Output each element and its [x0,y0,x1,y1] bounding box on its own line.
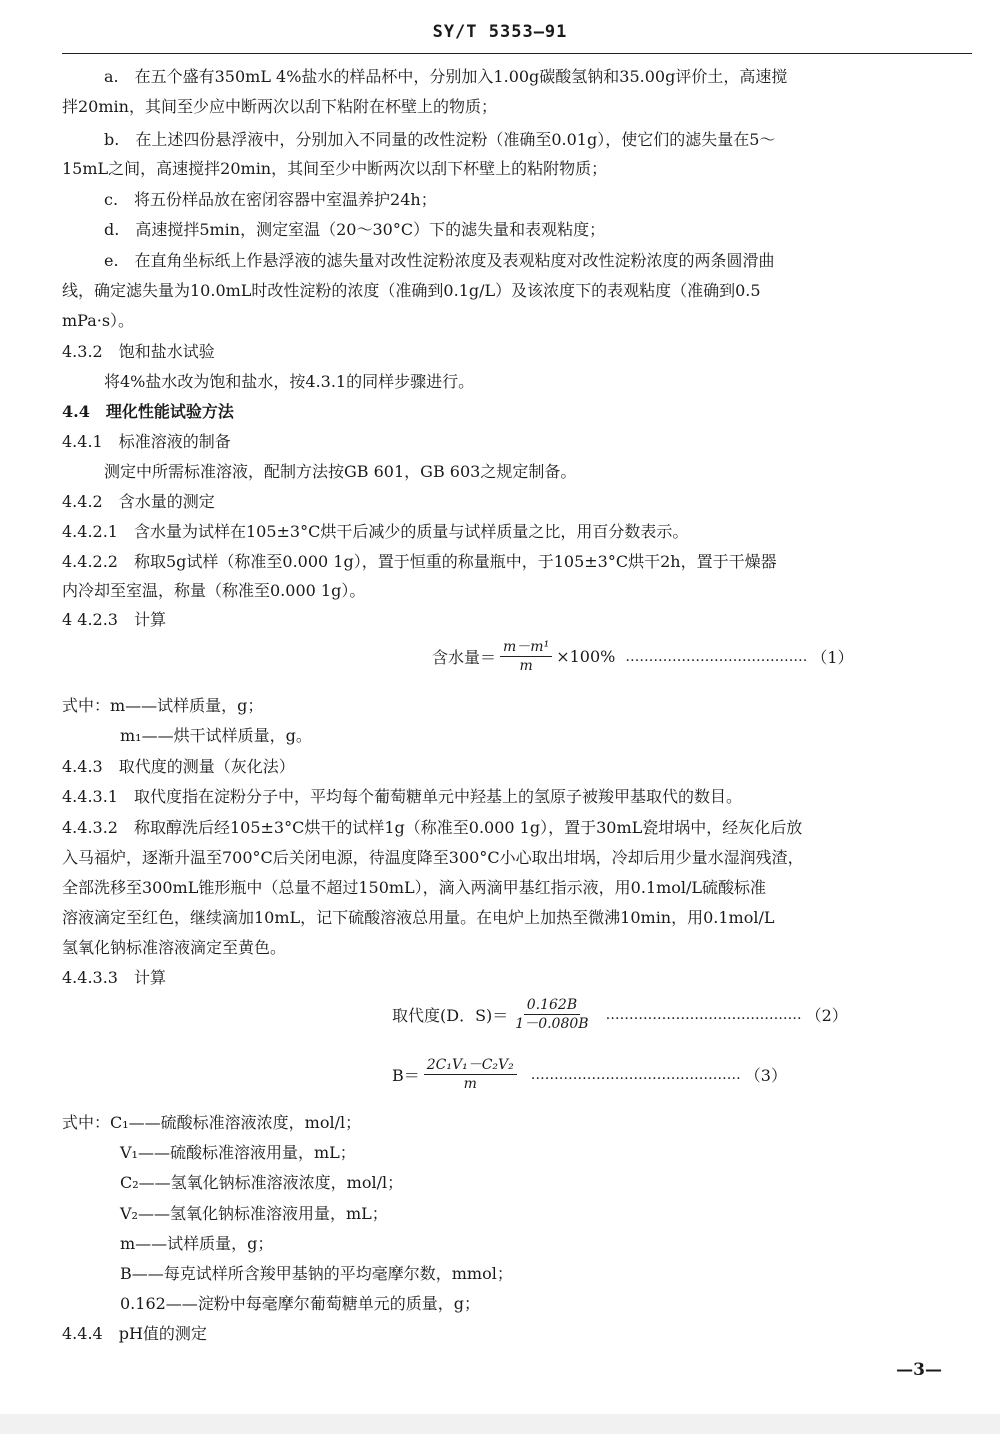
text-line: m₁——烘干试样质量，g。 [120,726,312,745]
text-line: 拌20min，其间至少应中断两次以刮下粘附在杯壁上的物质； [62,97,497,116]
text-line: V₂——氢氧化钠标准溶液用量，mL； [120,1204,388,1223]
text-line: e. 在直角坐标纸上作悬浮液的滤失量对改性淀粉浓度及表观粘度对改性淀粉浓度的两条圆滑曲 [104,251,775,270]
text-line: d. 高速搅拌5min，测定室温（20～30°C）下的滤失量和表观粘度； [104,220,606,239]
text-line: 4.4.2.1 含水量为试样在105±3°C烘干后减少的质量与试样质量之比，用百分数表示。 [62,522,689,541]
formula-3-denominator: m [463,1076,477,1092]
formula-3-fraction [424,1056,517,1093]
formula-1-denominator: m [519,658,533,674]
text-line: 4.4.3 取代度的测量（灰化法） [62,757,295,776]
text-line: 全部洗移至300mL锥形瓶中（总量不超过150mL），滴入两滴甲基红指示液，用0.1mol/L硫酸标准 [62,878,767,897]
standard-number-header: SY/T 5353—91 [432,22,568,42]
text-line: b. 在上述四份悬浮液中，分别加入不同量的改性淀粉（准确至0.01g），使它们的滤失量在5～ [104,130,776,149]
formula-1-fraction [500,638,552,675]
formula-1-rhs: ×100% [556,647,616,666]
formula-1-leader-dots: ………………………………… [625,648,808,665]
text-line: 测定中所需标准溶液，配制方法按GB 601，GB 603之规定制备。 [104,462,577,481]
formula-1 [432,638,854,675]
formula-3-lhs: B＝ [392,1066,420,1085]
formula-1-number: （1） [811,648,854,667]
formula-2-number: （2） [805,1006,848,1025]
text-line: 0.162——淀粉中每毫摩尔葡萄糖单元的质量，g； [120,1294,481,1313]
formula-2-lhs: 取代度(D．S)＝ [392,1006,509,1025]
text-line: 氢氧化钠标准溶液滴定至黄色。 [62,938,287,957]
text-line: 4.3.2 饱和盐水试验 [62,342,215,361]
text-line: c. 将五份样品放在密闭容器中室温养护24h； [104,190,437,209]
text-line: a. 在五个盛有350mL 4%盐水的样品杯中，分别加入1.00g碳酸氢钠和35.00g评价土，高速搅 [104,67,788,86]
formula-2-numerator: 0.162B [524,996,580,1015]
formula-3-numerator: 2C₁V₁－C₂V₂ [424,1056,517,1075]
formula-1-numerator: m－m¹ [500,638,552,657]
header-rule [62,53,972,54]
text-line: 15mL之间，高速搅拌20min，其间至少中断两次以刮下杯壁上的粘附物质； [62,159,608,178]
text-line: m——试样质量，g； [120,1234,274,1253]
formula-2-fraction [512,996,591,1033]
formula-3-number: （3） [744,1066,787,1085]
text-line: 式中：m——试样质量，g； [62,696,264,715]
formula-3-leader-dots: ……………………………………… [530,1066,741,1083]
text-line: C₂——氢氧化钠标准溶液浓度，mol/l； [120,1173,404,1192]
text-line: 4.4.2.2 称取5g试样（称准至0.000 1g），置于恒重的称量瓶中，于105±3°C烘干2h，置于干燥器 [62,552,777,571]
text-line: 式中：C₁——硫酸标准溶液浓度，mol/l； [62,1113,362,1132]
text-line: 4.4.3.2 称取醇洗后经105±3°C烘干的试样1g（称准至0.000 1g），置于30mL瓷坩埚中，经灰化后放 [62,818,803,837]
formula-2-denominator: 1－0.080B [515,1016,589,1032]
text-line: 溶液滴定至红色，继续滴加10mL，记下硫酸溶液总用量。在电炉上加热至微沸10min，用0.1mol/L [62,908,775,927]
text-line: mPa·s）。 [62,311,135,330]
formula-3 [392,1056,787,1093]
formula-1-lhs: 含水量＝ [432,648,497,667]
viewer-bottom-bar [0,1414,1000,1434]
text-line: 4.4 理化性能试验方法 [62,402,234,421]
text-line: 4.4.3.1 取代度指在淀粉分子中，平均每个葡萄糖单元中羟基上的氢原子被羧甲基取代的数目。 [62,787,742,806]
text-line: 4.4.2 含水量的测定 [62,492,215,511]
text-line: V₁——硫酸标准溶液用量，mL； [120,1143,356,1162]
page-number: —3— [896,1360,942,1380]
text-line: 4.4.4 pH值的测定 [62,1324,207,1343]
text-line: 4.4.1 标准溶液的制备 [62,432,231,451]
text-line: 将4%盐水改为饱和盐水，按4.3.1的同样步骤进行。 [104,372,475,391]
formula-2 [392,996,848,1033]
text-line: 4 4.2.3 计算 [62,610,166,629]
formula-2-leader-dots: …………………………………… [605,1006,802,1023]
text-line: 4.4.3.3 计算 [62,968,166,987]
text-line: 内冷却至室温，称量（称准至0.000 1g）。 [62,581,366,600]
text-line: 入马福炉，逐渐升温至700°C后关闭电源，待温度降至300°C小心取出坩埚，冷却后用少量水湿润残渣， [62,848,804,867]
text-line: B——每克试样所含羧甲基钠的平均毫摩尔数，mmol； [120,1264,513,1283]
text-line: 线，确定滤失量为10.0mL时改性淀粉的浓度（准确到0.1g/L）及该浓度下的表观粘度（准确到0.5 [62,281,761,300]
